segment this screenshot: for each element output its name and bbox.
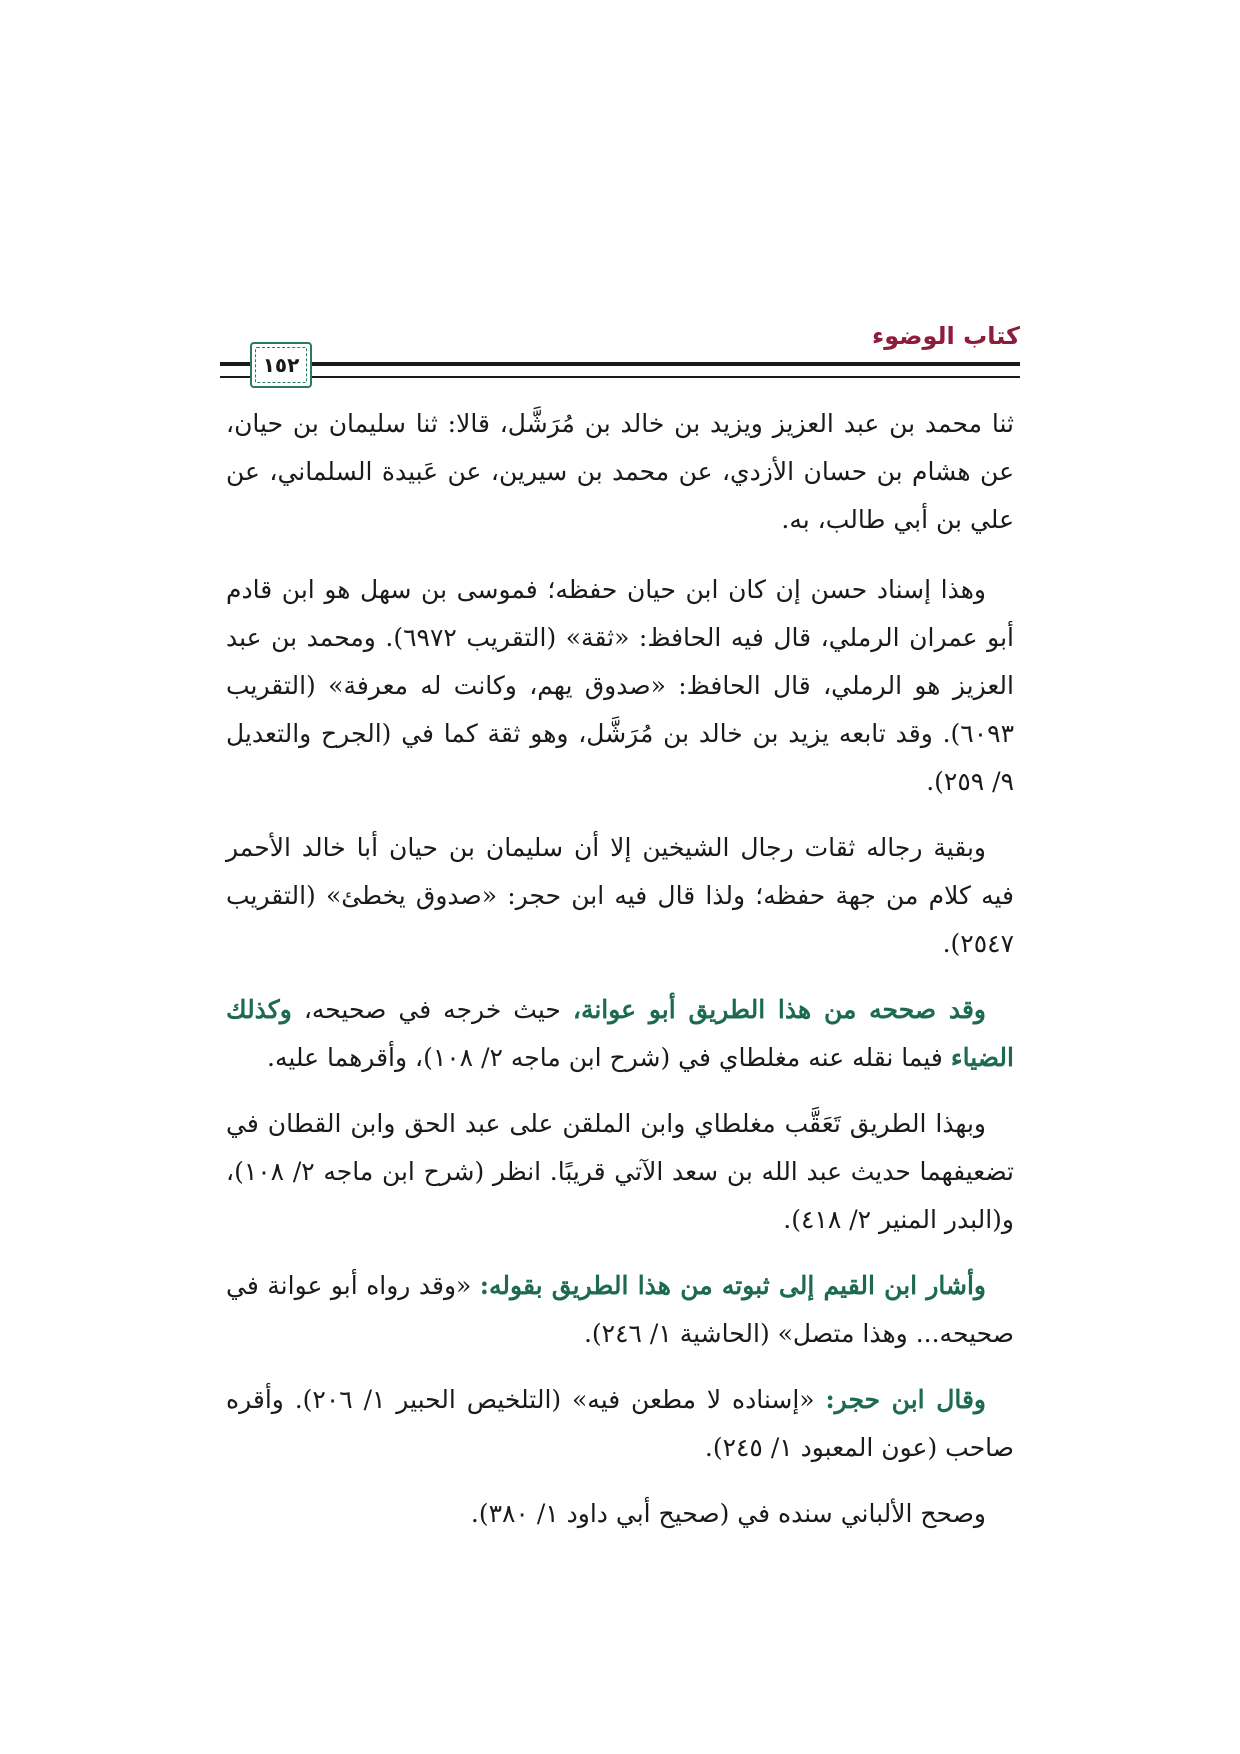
- paragraph-ibn-hajar-rest: «إسناده لا مطعن فيه» (التلخيص الحبير ١/ ٢٠٦). وأقره صاحب (عون المعبود ١/ ٢٤٥).: [226, 1385, 1014, 1462]
- highlight-abu-awana: وقد صححه من هذا الطريق أبو عوانة،: [572, 995, 986, 1024]
- paragraph-albani: وصحح الألباني سنده في (صحيح أبي داود ١/ ٣٨٠).: [470, 1499, 986, 1528]
- highlight-diya: وكذلك الضياء: [226, 995, 1014, 1072]
- paragraph-ibn-qayyim-rest: «وقد رواه أبو عوانة في صحيحه... وهذا متصل» (الحاشية ١/ ٢٤٦).: [226, 1271, 1014, 1348]
- page-header: [220, 310, 1020, 380]
- page-body: [226, 400, 1014, 1556]
- paragraph-abu-awana-rest: فيما نقله عنه مغلطاي في (شرح ابن ماجه ٢/ ١٠٨)، وأقرهما عليه.: [267, 1043, 951, 1072]
- paragraph-abu-awana: [226, 986, 1014, 1082]
- paragraph-ibn-qayyim: [226, 1262, 1014, 1358]
- book-title: كتاب الوضوء: [871, 322, 1020, 350]
- paragraph-isnad-assessment: وهذا إسناد حسن إن كان ابن حيان حفظه؛ فموسى بن سهل هو ابن قادم أبو عمران الرملي، قال فيه الحافظ: «ثقة» (التقريب ٦٩٧٢). ومحمد بن عبد العزيز هو الرملي، قال الحافظ: «صدوق يهم، وكانت له معرفة» (التقريب ٦٠٩٣). وقد تابعه يزيد بن خالد بن مُرَشَّل، وهو ثقة كما في (الجرح والتعديل ٩/ ٢٥٩).: [226, 575, 1014, 796]
- paragraph-narrators: وبقية رجاله ثقات رجال الشيخين إلا أن سليمان بن حيان أبا خالد الأحمر فيه كلام من جهة حفظه؛ ولذا قال فيه ابن حجر: «صدوق يخطئ» (التقريب ٢٥٤٧).: [226, 833, 1014, 958]
- header-rule: [220, 362, 1020, 378]
- highlight-ibn-hajar: وقال ابن حجر:: [825, 1385, 987, 1414]
- paragraph-ibn-hajar: [226, 1376, 1014, 1472]
- header-rule-short: [220, 362, 248, 378]
- page-number-badge: [250, 342, 312, 388]
- paragraph-abu-awana-mid: حيث خرجه في صحيحه،: [291, 995, 573, 1024]
- page-number: ١٥٢: [262, 353, 300, 377]
- paragraph-mughlatay: وبهذا الطريق تَعَقَّب مغلطاي وابن الملقن على عبد الحق وابن القطان في تضعيفهما حديث عبد الله بن سعد الآتي قريبًا. انظر (شرح ابن ماجه ٢/ ١٠٨)، و(البدر المنير ٢/ ٤١٨).: [226, 1109, 1014, 1234]
- highlight-ibn-qayyim: وأشار ابن القيم إلى ثبوته من هذا الطريق بقوله:: [479, 1271, 986, 1300]
- paragraph-chain-of-narration: ثنا محمد بن عبد العزيز ويزيد بن خالد بن مُرَشَّل، قالا: ثنا سليمان بن حيان، عن هشام بن حسان الأزدي، عن محمد بن سيرين، عن عَبيدة السلماني، عن علي بن أبي طالب، به.: [226, 409, 1014, 534]
